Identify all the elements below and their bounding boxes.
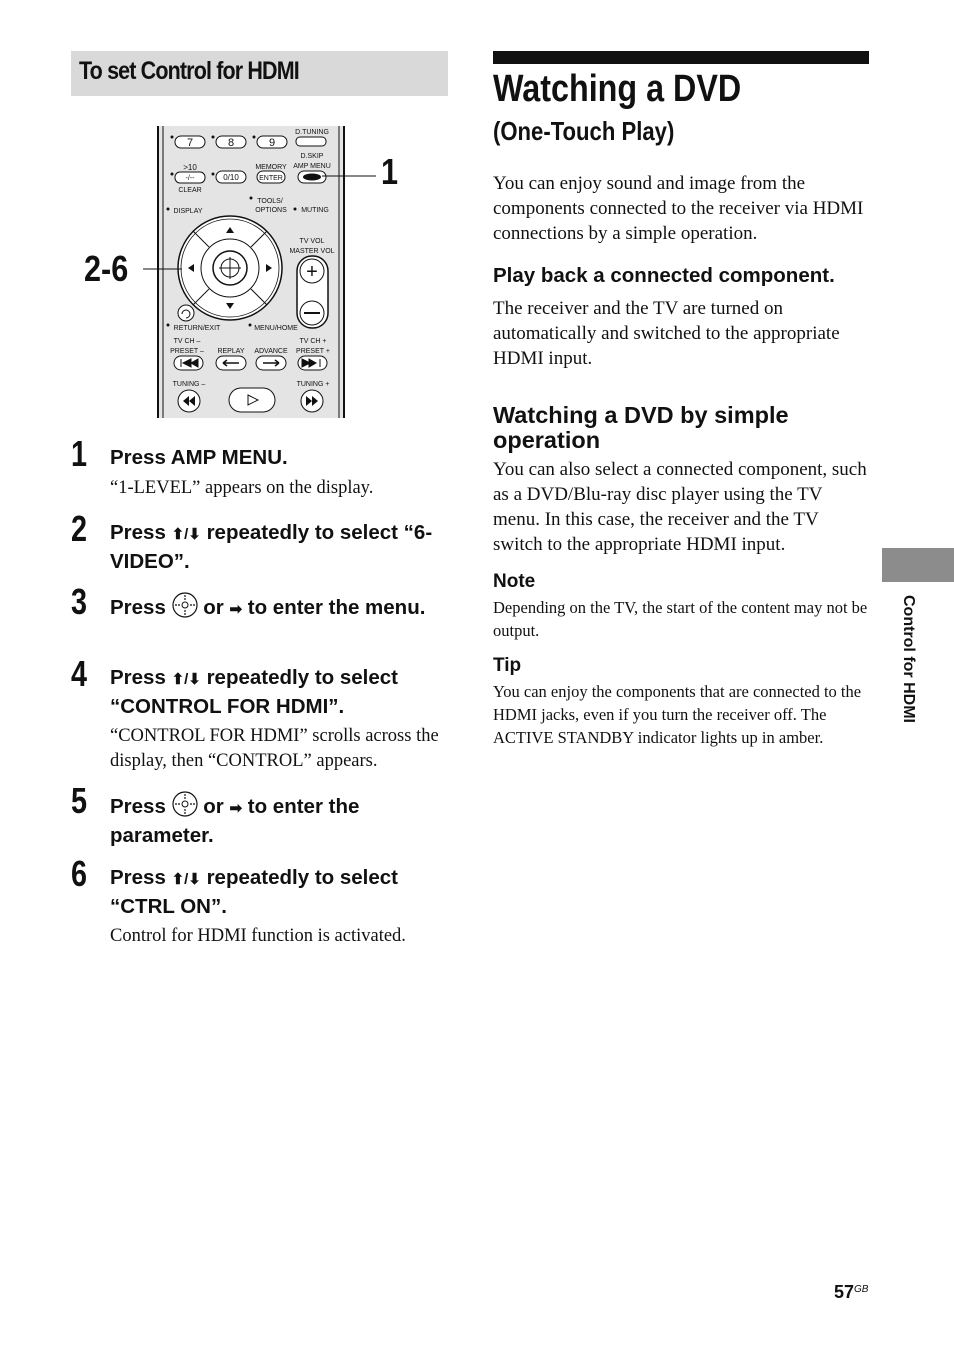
callout-two-six: 2-6 bbox=[84, 248, 129, 289]
label-tuning-minus: TUNING – bbox=[172, 381, 206, 388]
chapter-tab bbox=[882, 548, 954, 582]
section-header-title: To set Control for HDMI bbox=[79, 57, 299, 85]
tip-heading: Tip bbox=[493, 655, 522, 676]
label-muting: MUTING bbox=[301, 207, 329, 214]
step-1-number: 1 bbox=[71, 433, 88, 474]
step-3-post: to enter the menu. bbox=[242, 596, 426, 619]
enter-circle-icon bbox=[172, 791, 198, 817]
label-dash: -/-- bbox=[185, 175, 195, 182]
callout-one: 1 bbox=[381, 151, 399, 192]
label-advance: ADVANCE bbox=[254, 348, 288, 355]
section-header bbox=[71, 51, 448, 96]
up-down-arrow-icon: ⬆/⬇ bbox=[171, 526, 201, 543]
step-5-mid: or bbox=[197, 795, 230, 818]
enter-label: ENTER bbox=[259, 175, 283, 182]
label-tv-vol: TV VOL bbox=[299, 238, 325, 245]
label-tools: TOOLS/ bbox=[257, 198, 283, 205]
volume-minus-icon bbox=[304, 312, 320, 314]
label-tv-ch-minus: TV CH – bbox=[173, 338, 201, 345]
step-2-pre: Press bbox=[110, 521, 172, 544]
step-4-pre: Press bbox=[110, 666, 172, 689]
label-menu-home: MENU/HOME bbox=[254, 325, 298, 332]
label-replay: REPLAY bbox=[217, 348, 245, 355]
simple-operation-paragraph: You can also select a connected component, such as a DVD/Blu-ray disc player using the TV menu. In this case, the receiver and the TV switch to the appropriate HDMI input. bbox=[493, 459, 867, 555]
right-arrow-icon: ➡ bbox=[229, 601, 243, 618]
label-amp-menu: AMP MENU bbox=[293, 163, 331, 170]
play-back-paragraph: The receiver and the TV are turned on automatically and switched to the appropriate HDMI input. bbox=[493, 298, 840, 369]
step-3-number: 3 bbox=[71, 581, 88, 622]
page-number bbox=[834, 1282, 868, 1303]
step-4-post: repeatedly to select “CONTROL FOR HDMI”. bbox=[110, 666, 398, 718]
label-options: OPTIONS bbox=[255, 207, 287, 214]
note-heading: Note bbox=[493, 571, 536, 592]
page-number-suffix: GB bbox=[854, 1284, 869, 1295]
note-paragraph: Depending on the TV, the start of the content may not be output. bbox=[493, 598, 868, 640]
step-5-post: to enter the parameter. bbox=[110, 795, 360, 847]
volume-plus-icon: + bbox=[306, 261, 318, 283]
label-preset-plus: PRESET + bbox=[296, 348, 330, 355]
label-master-vol: MASTER VOL bbox=[289, 248, 335, 255]
title-rule bbox=[493, 51, 869, 64]
label-clear: CLEAR bbox=[178, 187, 202, 194]
simple-operation-heading-line2: operation bbox=[493, 427, 601, 453]
step-4-number: 4 bbox=[71, 653, 88, 694]
step-5-text bbox=[110, 791, 455, 849]
step-4-note: “CONTROL FOR HDMI” scrolls across the display, then “CONTROL” appears. bbox=[110, 726, 439, 771]
step-3-text bbox=[110, 592, 455, 623]
key-8-label: 8 bbox=[227, 137, 235, 149]
intro-paragraph: You can enjoy sound and image from the components connected to the receiver via HDMI connections by a simple operation. bbox=[493, 173, 864, 244]
step-6-post: repeatedly to select “CTRL ON”. bbox=[110, 866, 398, 918]
label-return-exit: RETURN/EXIT bbox=[173, 325, 221, 332]
step-2-text bbox=[110, 519, 455, 575]
callout-lines bbox=[140, 160, 380, 290]
right-arrow-icon: ➡ bbox=[229, 800, 243, 817]
play-button[interactable] bbox=[229, 388, 275, 412]
label-tv-ch-plus: TV CH + bbox=[299, 338, 327, 345]
label-memory: MEMORY bbox=[255, 164, 287, 171]
label-gt10: >10 bbox=[183, 163, 197, 172]
step-1-text: Press AMP MENU. bbox=[110, 446, 288, 469]
up-down-arrow-icon: ⬆/⬇ bbox=[171, 871, 201, 888]
simple-operation-heading-line1: Watching a DVD by simple bbox=[493, 402, 789, 428]
tip-paragraph: You can enjoy the components that are connected to the HDMI jacks, even if you turn the receiver off. The ACTIVE STANDBY indicator lights up in amber. bbox=[493, 682, 862, 747]
step-6-note: Control for HDMI function is activated. bbox=[110, 926, 406, 946]
step-5-number: 5 bbox=[71, 780, 88, 821]
step-5-pre: Press bbox=[110, 795, 172, 818]
label-preset-minus: PRESET – bbox=[170, 348, 204, 355]
step-6-number: 6 bbox=[71, 853, 88, 894]
step-3-pre: Press bbox=[110, 596, 172, 619]
step-3-mid: or bbox=[197, 596, 230, 619]
step-4-text bbox=[110, 664, 455, 720]
label-tuning-plus: TUNING + bbox=[296, 381, 330, 388]
step-6-pre: Press bbox=[110, 866, 172, 889]
d-tuning-button[interactable] bbox=[296, 137, 326, 146]
chapter-tab-label bbox=[893, 595, 923, 765]
label-display: DISPLAY bbox=[173, 208, 203, 215]
label-d-tuning: D.TUNING bbox=[295, 129, 329, 136]
enter-circle-icon bbox=[172, 592, 198, 618]
chapter-tab-text: Control for HDMI bbox=[900, 595, 917, 723]
step-2-post: repeatedly to select “6-VIDEO”. bbox=[110, 521, 433, 573]
page-subtitle: (One-Touch Play) bbox=[493, 116, 675, 146]
step-2-number: 2 bbox=[71, 508, 88, 549]
step-1-note: “1-LEVEL” appears on the display. bbox=[110, 478, 374, 498]
key-7-label: 7 bbox=[186, 137, 194, 149]
return-button[interactable] bbox=[178, 305, 194, 321]
key-9-label: 9 bbox=[268, 137, 276, 149]
step-6-text bbox=[110, 864, 455, 920]
page-title: Watching a DVD bbox=[493, 68, 742, 110]
up-down-arrow-icon: ⬆/⬇ bbox=[171, 671, 201, 688]
key-0-10-label: 0/10 bbox=[223, 173, 239, 182]
label-d-skip: D.SKIP bbox=[300, 153, 324, 160]
page-number-value: 57 bbox=[834, 1282, 855, 1302]
play-back-heading: Play back a connected component. bbox=[493, 264, 835, 287]
